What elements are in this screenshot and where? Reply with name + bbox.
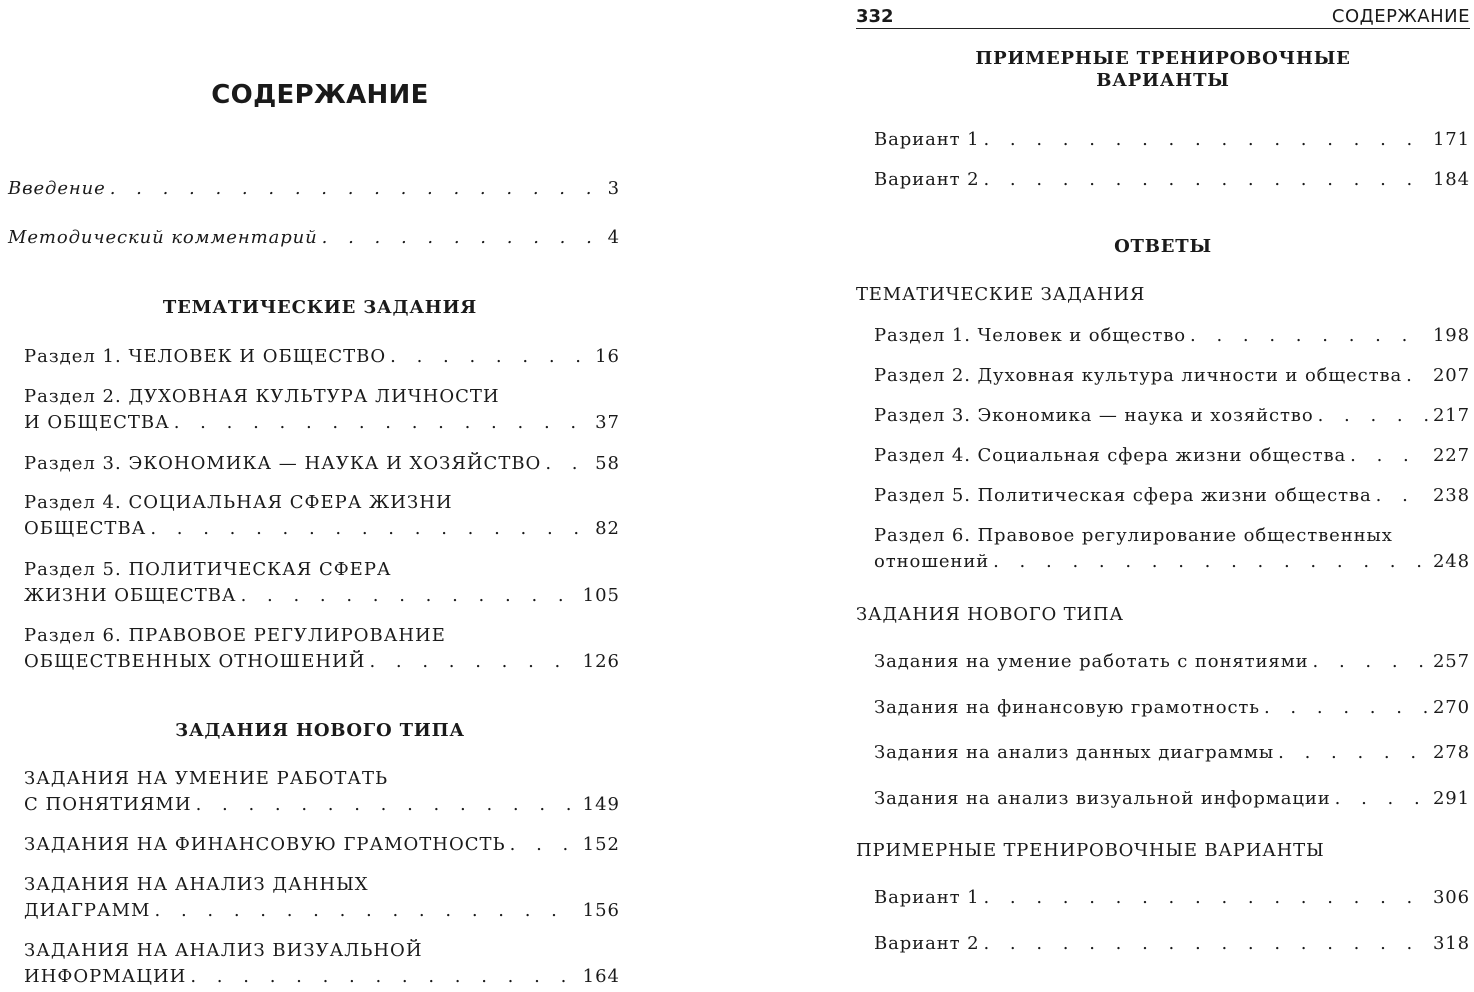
toc-entry[interactable] (874, 740, 1470, 766)
dot-leader (155, 898, 579, 924)
dot-leader (545, 451, 591, 477)
toc-entry[interactable] (24, 832, 620, 858)
toc-entry[interactable] (874, 523, 1470, 575)
entry-page: 164 (582, 966, 620, 987)
dot-leader (190, 964, 578, 990)
entry-page: 82 (595, 518, 620, 539)
left-page (0, 0, 640, 992)
dot-leader (1264, 695, 1429, 721)
entry-page: 217 (1432, 405, 1470, 426)
dot-leader (1335, 786, 1429, 812)
entry-page: 105 (582, 585, 620, 606)
toc-entry[interactable] (24, 344, 620, 370)
entry-title-cont: ОБЩЕСТВЕННЫХ ОТНОШЕНИЙ (24, 651, 366, 672)
toc-entry[interactable] (874, 127, 1470, 153)
dot-leader (390, 344, 591, 370)
toc-entry[interactable] (874, 167, 1470, 193)
dot-leader (993, 549, 1429, 575)
entry-title: Вариант 1 (874, 129, 980, 150)
entry-page: 278 (1432, 742, 1470, 763)
entry-page: 318 (1432, 933, 1470, 954)
entry-title-cont: С ПОНЯТИЯМИ (24, 794, 192, 815)
toc-entry[interactable] (24, 557, 620, 609)
entry-title: ЗАДАНИЯ НА АНАЛИЗ ДАННЫХ (24, 874, 369, 895)
entry-page: 58 (595, 453, 620, 474)
entry-title: Введение (8, 178, 106, 199)
dot-leader (1190, 323, 1429, 349)
dot-leader (1278, 740, 1429, 766)
entry-page: 207 (1432, 365, 1470, 386)
entry-title: Задания на анализ визуальной информации (874, 788, 1331, 809)
entry-title: Раздел 6. ПРАВОВОЕ РЕГУЛИРОВАНИЕ (24, 625, 446, 646)
group-heading-training: ПРИМЕРНЫЕ ТРЕНИРОВОЧНЫЕ ВАРИАНТЫ (856, 840, 1325, 861)
entry-page: 4 (607, 227, 620, 248)
toc-entry[interactable] (24, 490, 620, 542)
toc-entry[interactable] (874, 483, 1470, 509)
group-heading-thematic: ТЕМАТИЧЕСКИЕ ЗАДАНИЯ (856, 284, 1146, 305)
entry-title: Вариант 2 (874, 933, 980, 954)
entry-title: Вариант 1 (874, 887, 980, 908)
page-title: СОДЕРЖАНИЕ (211, 80, 429, 110)
entry-title: Раздел 5. ПОЛИТИЧЕСКАЯ СФЕРА (24, 559, 392, 580)
entry-title: Раздел 1. Человек и общество (874, 325, 1187, 346)
dot-leader (150, 516, 591, 542)
entry-page: 270 (1432, 697, 1470, 718)
entry-title: Раздел 4. Социальная сфера жизни общества (874, 445, 1347, 466)
section-heading-thematic: ТЕМАТИЧЕСКИЕ ЗАДАНИЯ (162, 297, 478, 318)
entry-title-cont: И ОБЩЕСТВА (24, 412, 170, 433)
dot-leader (110, 176, 604, 202)
entry-title: ЗАДАНИЯ НА УМЕНИЕ РАБОТАТЬ (24, 768, 389, 789)
dot-leader (196, 792, 579, 818)
entry-title: Раздел 3. Экономика — наука и хозяйство (874, 405, 1314, 426)
entry-title-cont: ИНФОРМАЦИИ (24, 966, 187, 987)
heading-line: ПРИМЕРНЫЕ ТРЕНИРОВОЧНЫЕ (975, 48, 1351, 69)
entry-title: Раздел 5. Политическая сфера жизни общества (874, 485, 1372, 506)
entry-page: 126 (582, 651, 620, 672)
dot-leader (241, 583, 579, 609)
right-page (856, 0, 1470, 992)
toc-entry[interactable] (874, 786, 1470, 812)
entry-page: 149 (582, 794, 620, 815)
toc-entry[interactable] (874, 363, 1470, 389)
entry-page: 306 (1432, 887, 1470, 908)
toc-entry[interactable] (24, 872, 620, 924)
dot-leader (983, 167, 1428, 193)
dot-leader (1350, 443, 1429, 469)
entry-title: Раздел 6. Правовое регулирование общественных (874, 525, 1393, 546)
toc-entry[interactable] (24, 451, 620, 477)
entry-page: 198 (1432, 325, 1470, 346)
entry-title: Раздел 2. ДУХОВНАЯ КУЛЬТУРА ЛИЧНОСТИ (24, 386, 500, 407)
entry-title: ЗАДАНИЯ НА ФИНАНСОВУЮ ГРАМОТНОСТЬ (24, 834, 506, 855)
entry-title: ЗАДАНИЯ НА АНАЛИЗ ВИЗУАЛЬНОЙ (24, 940, 423, 961)
heading-line: ВАРИАНТЫ (1096, 70, 1230, 91)
entry-title: Задания на анализ данных диаграммы (874, 742, 1275, 763)
toc-entry-method[interactable] (8, 225, 620, 251)
section-heading-answers: ОТВЕТЫ (1114, 236, 1212, 257)
dot-leader (1313, 649, 1429, 675)
entry-title-cont: отношений (874, 551, 990, 572)
dot-leader (369, 649, 578, 675)
toc-entry[interactable] (874, 649, 1470, 675)
entry-page: 16 (595, 346, 620, 367)
running-head (856, 4, 1470, 29)
entry-title: Раздел 1. ЧЕЛОВЕК И ОБЩЕСТВО (24, 346, 387, 367)
entry-page: 37 (595, 412, 620, 433)
dot-leader (510, 832, 579, 858)
entry-page: 152 (582, 834, 620, 855)
entry-page: 156 (582, 900, 620, 921)
group-heading-new-type: ЗАДАНИЯ НОВОГО ТИПА (856, 604, 1124, 625)
toc-entry[interactable] (874, 885, 1470, 911)
entry-title-cont: ДИАГРАММ (24, 900, 151, 921)
entry-title-cont: ОБЩЕСТВА (24, 518, 147, 539)
entry-title: Задания на умение работать с понятиями (874, 651, 1309, 672)
entry-title: Методический комментарий (8, 227, 318, 248)
page-number: 332 (856, 6, 894, 27)
toc-entry[interactable] (24, 766, 620, 818)
toc-entry-intro[interactable] (8, 176, 620, 202)
dot-leader (983, 885, 1428, 911)
dot-leader (983, 127, 1428, 153)
entry-page: 248 (1432, 551, 1470, 572)
toc-entry[interactable] (24, 384, 620, 436)
dot-leader (1318, 403, 1429, 429)
dot-leader (1376, 483, 1429, 509)
entry-title: Раздел 3. ЭКОНОМИКА — НАУКА И ХОЗЯЙСТВО (24, 453, 542, 474)
entry-title: Раздел 2. Духовная культура личности и общества (874, 365, 1403, 386)
entry-page: 257 (1432, 651, 1470, 672)
dot-leader (174, 410, 591, 436)
entry-page: 227 (1432, 445, 1470, 466)
dot-leader (322, 225, 604, 251)
entry-page: 171 (1432, 129, 1470, 150)
toc-entry[interactable] (874, 695, 1470, 721)
dot-leader (1406, 363, 1429, 389)
section-heading-training (856, 48, 1470, 91)
entry-page: 3 (607, 178, 620, 199)
toc-entry[interactable] (24, 938, 620, 990)
toc-entry[interactable] (874, 931, 1470, 957)
toc-entry[interactable] (874, 323, 1470, 349)
entry-page: 291 (1432, 788, 1470, 809)
entry-page: 238 (1432, 485, 1470, 506)
dot-leader (983, 931, 1428, 957)
toc-entry[interactable] (874, 403, 1470, 429)
entry-title-cont: ЖИЗНИ ОБЩЕСТВА (24, 585, 237, 606)
toc-entry[interactable] (874, 443, 1470, 469)
running-head-title: СОДЕРЖАНИЕ (1331, 6, 1470, 27)
entry-title: Задания на финансовую грамотность (874, 697, 1260, 718)
toc-entry[interactable] (24, 623, 620, 675)
entry-title: Раздел 4. СОЦИАЛЬНАЯ СФЕРА ЖИЗНИ (24, 492, 453, 513)
entry-title: Вариант 2 (874, 169, 980, 190)
section-heading-new-type: ЗАДАНИЯ НОВОГО ТИПА (175, 720, 465, 741)
entry-page: 184 (1432, 169, 1470, 190)
